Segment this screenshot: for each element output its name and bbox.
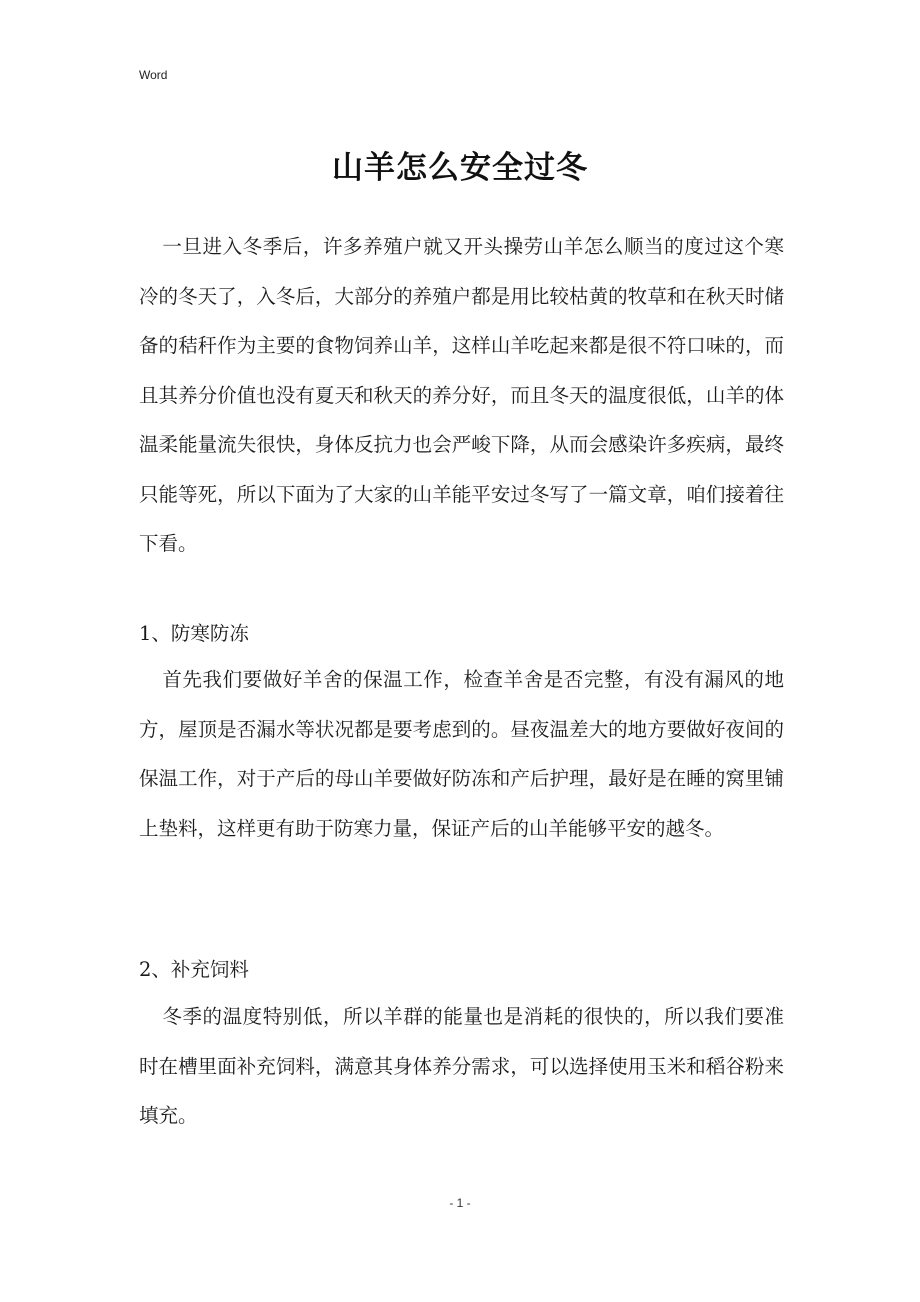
- page-number: - 1 -: [449, 1196, 471, 1210]
- section-heading-2: 2、补充饲料: [139, 958, 249, 981]
- section-body-2: 冬季的温度特别低，所以羊群的能量也是消耗的很快的，所以我们要准时在槽里面补充饲料，满意其身体养分需求，可以选择使用玉米和稻谷粉来填充。: [139, 1005, 784, 1127]
- section-heading-1: 1、防寒防冻: [139, 622, 249, 645]
- section-body-1: 首先我们要做好羊舍的保温工作，检查羊舍是否完整，有没有漏风的地方，屋顶是否漏水等状况都是要考虑到的。昼夜温差大的地方要做好夜间的保温工作，对于产后的母山羊要做好防冻和产后护理，最好是在睡的窝里铺上垫料，这样更有助于防寒力量，保证产后的山羊能够平安的越冬。: [139, 668, 784, 840]
- intro-paragraph: 一旦进入冬季后，许多养殖户就又开头操劳山羊怎么顺当的度过这个寒冷的冬天了，入冬后，大部分的养殖户都是用比较枯黄的牧草和在秋天时储备的秸秆作为主要的食物饲养山羊，这样山羊吃起来都是很不符口味的，而且其养分价值也没有夏天和秋天的养分好，而且冬天的温度很低，山羊的体温柔能量流失很快，身体反抗力也会严峻下降，从而会感染许多疾病，最终只能等死，所以下面为了大家的山羊能平安过冬写了一篇文章，咱们接着往下看。: [139, 235, 784, 555]
- header-label: Word: [139, 68, 168, 82]
- document-title: 山羊怎么安全过冬: [332, 150, 588, 186]
